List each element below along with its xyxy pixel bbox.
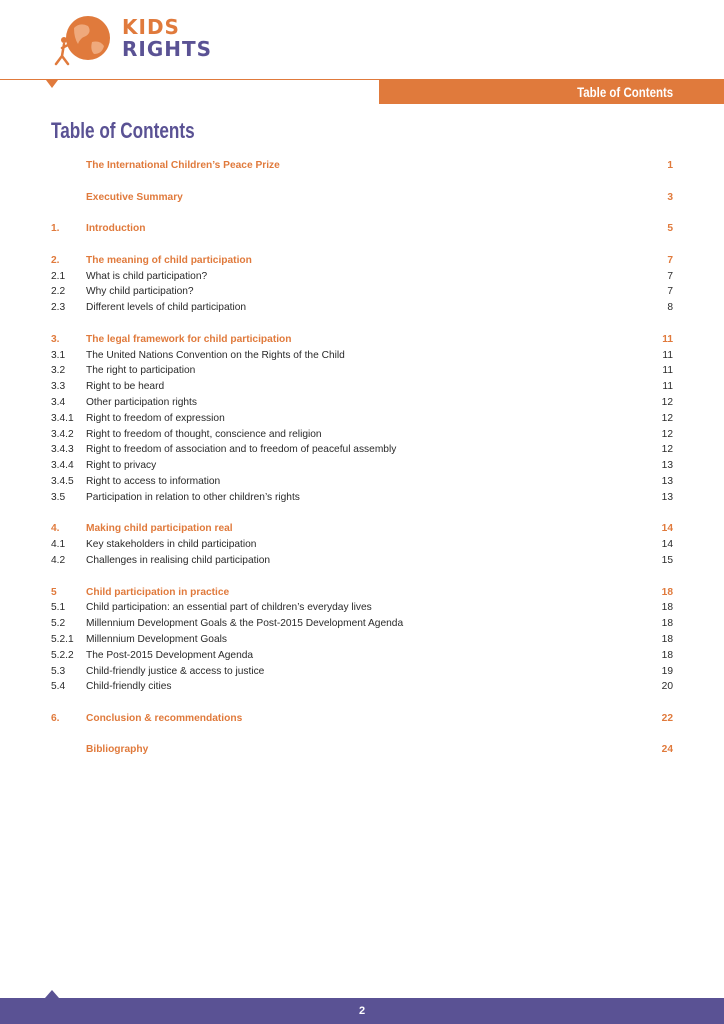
toc-entry-number: 5.2.1 [51, 633, 74, 645]
toc-entry-page: 14 [661, 539, 673, 551]
toc-entry-title: Conclusion & recommendations [86, 712, 243, 724]
toc-entry-number: 5.4 [51, 681, 66, 693]
kidsrights-logo [52, 14, 222, 70]
logo-line-rights: RIGHTS [122, 37, 213, 61]
toc-entry-number: 5.1 [51, 602, 66, 614]
toc-entry-title: Why child participation? [86, 286, 194, 298]
toc-entry[interactable] [51, 521, 673, 537]
toc-entry[interactable] [51, 427, 673, 443]
toc-entry[interactable] [51, 664, 673, 680]
toc-entry-title: Millennium Development Goals & the Post-2015 Development Agenda [86, 618, 404, 630]
toc-entry-number: 3. [51, 333, 60, 345]
toc-entry-title: Right to privacy [86, 460, 157, 472]
page-number: 2 [358, 1005, 366, 1017]
toc-entry-number: 3.1 [51, 349, 66, 361]
toc-entry-title: The meaning of child participation [86, 254, 252, 266]
toc-entry[interactable] [51, 648, 673, 664]
toc-entry-title: Right to freedom of thought, conscience and religion [86, 428, 322, 440]
toc-entry[interactable] [51, 363, 673, 379]
toc-entry-page: 18 [661, 618, 673, 630]
toc-entry-page: 7 [667, 286, 673, 298]
toc-entry[interactable] [51, 411, 673, 427]
toc-entry-number: 5.3 [51, 665, 66, 677]
toc-entry-page: 3 [667, 191, 673, 203]
toc-entry-title: The right to participation [86, 365, 196, 377]
toc-entry-number: 4.1 [51, 539, 66, 551]
toc-entry-page: 8 [667, 302, 673, 314]
toc-entry-title: Different levels of child participation [86, 302, 247, 314]
toc-entry-number: 4.2 [51, 554, 66, 566]
toc-entry-page: 5 [667, 223, 673, 235]
toc-entry-page: 18 [661, 649, 673, 661]
header-marker [46, 80, 58, 88]
toc-entry-number: 5.2 [51, 618, 66, 630]
toc-entry-title: The Post-2015 Development Agenda [86, 649, 254, 661]
toc-entry[interactable] [51, 616, 673, 632]
toc-entry[interactable] [51, 442, 673, 458]
toc-entry-page: 18 [661, 633, 673, 645]
toc-entry-number: 3.2 [51, 365, 66, 377]
toc-entry[interactable] [51, 158, 673, 174]
toc-entry-page: 12 [661, 396, 673, 408]
toc-entry-title: Child participation in practice [86, 586, 230, 598]
toc-entry-page: 20 [661, 681, 673, 693]
toc-entry-page: 11 [662, 381, 673, 393]
toc-entry-title: Executive Summary [86, 191, 183, 203]
toc-entry-number: 4. [51, 523, 60, 535]
toc-entry[interactable] [51, 632, 673, 648]
toc-entry[interactable] [51, 679, 673, 695]
toc-entry[interactable] [51, 490, 673, 506]
toc-entry-title: Key stakeholders in child participation [86, 539, 257, 551]
toc-entry-page: 11 [662, 365, 673, 377]
toc-entry[interactable] [51, 190, 673, 206]
toc-entry-title: Participation in relation to other children’s rights [86, 491, 300, 503]
toc-entry-title: Right to freedom of expression [86, 412, 225, 424]
toc-entry[interactable] [51, 458, 673, 474]
toc-entry[interactable] [51, 742, 673, 758]
toc-entry[interactable] [51, 253, 673, 269]
toc-entry-number: 3.4.5 [51, 475, 74, 487]
toc-entry-title: Millennium Development Goals [86, 633, 227, 645]
toc-entry[interactable] [51, 537, 673, 553]
globe-child-icon [52, 14, 114, 70]
toc-entry-number: 2.2 [51, 286, 66, 298]
toc-entry[interactable] [51, 332, 673, 348]
toc-entry[interactable] [51, 585, 673, 601]
toc-entry-number: 3.4.3 [51, 444, 74, 456]
toc-entry-title: Other participation rights [86, 396, 197, 408]
toc-entry[interactable] [51, 553, 673, 569]
toc-entry[interactable] [51, 474, 673, 490]
toc-entry-number: 2.1 [51, 270, 66, 282]
toc-entry[interactable] [51, 284, 673, 300]
toc-entry[interactable] [51, 269, 673, 285]
toc-entry-title: Child-friendly justice & access to justice [86, 665, 265, 677]
toc-entry-number: 3.4 [51, 396, 66, 408]
toc-entry-title: The International Children’s Peace Prize [86, 160, 280, 171]
toc-entry-number: 3.4.4 [51, 460, 74, 472]
toc-entry[interactable] [51, 348, 673, 364]
toc-entry[interactable] [51, 711, 673, 727]
toc-entry-title: Challenges in realising child participation [86, 554, 271, 566]
toc-entry-page: 14 [661, 523, 673, 535]
toc-entry-number: 2.3 [51, 302, 66, 314]
toc-entry-page: 12 [661, 444, 673, 456]
toc-entry-number: 3.4.1 [51, 412, 74, 424]
toc-entry-title: Bibliography [86, 744, 149, 756]
toc-entry-page: 1 [667, 160, 673, 171]
toc-entry-page: 24 [661, 744, 673, 756]
toc-entry[interactable] [51, 300, 673, 316]
toc-entry-title: Introduction [86, 223, 146, 235]
toc-entry-page: 7 [667, 254, 673, 266]
toc-entry[interactable] [51, 600, 673, 616]
page-title: Table of Contents [51, 118, 195, 143]
toc-entry-title: The legal framework for child participation [86, 333, 292, 345]
toc-entry-title: Right to access to information [86, 475, 221, 487]
toc-entry-title: Making child participation real [86, 523, 233, 535]
toc-entry[interactable] [51, 395, 673, 411]
toc-entry-page: 18 [661, 586, 673, 598]
toc-entry-number: 5 [51, 586, 57, 598]
toc-entry-number: 5.2.2 [51, 649, 74, 661]
toc-entry-title: Child-friendly cities [86, 681, 172, 693]
toc-entry-page: 11 [662, 333, 673, 345]
toc-entry-page: 15 [661, 554, 673, 566]
toc-entry-page: 13 [661, 491, 673, 503]
toc-entry-number: 3.5 [51, 491, 66, 503]
toc-entry-number: 6. [51, 712, 60, 724]
table-of-contents [51, 158, 673, 758]
toc-entry-title: Right to be heard [86, 381, 165, 393]
footer-marker [45, 990, 59, 998]
toc-entry-page: 18 [661, 602, 673, 614]
toc-entry-number: 3.4.2 [51, 428, 74, 440]
toc-entry-title: Right to freedom of association and to freedom of peaceful assembly [86, 444, 397, 456]
toc-entry-title: The United Nations Convention on the Rights of the Child [86, 349, 345, 361]
toc-entry-page: 19 [661, 665, 673, 677]
section-header-label: Table of Contents [576, 84, 673, 100]
footer-bar [0, 998, 724, 1024]
toc-entry-number: 2. [51, 254, 60, 266]
toc-entry-title: What is child participation? [86, 270, 208, 282]
toc-entry-number: 1. [51, 223, 60, 235]
toc-entry-page: 12 [661, 412, 673, 424]
toc-entry-number: 3.3 [51, 381, 66, 393]
toc-entry-title: Child participation: an essential part of children’s everyday lives [86, 602, 372, 614]
toc-entry-page: 13 [661, 475, 673, 487]
logo-wordmark [122, 16, 212, 60]
toc-entry-page: 13 [661, 460, 673, 472]
section-header-bar [379, 80, 724, 104]
toc-entry[interactable] [51, 379, 673, 395]
toc-entry-page: 22 [661, 712, 673, 724]
toc-entry-page: 7 [667, 270, 673, 282]
toc-entry-page: 12 [661, 428, 673, 440]
logo-line-kids: KIDS [122, 15, 180, 39]
toc-entry[interactable] [51, 221, 673, 237]
toc-entry-page: 11 [662, 349, 673, 361]
